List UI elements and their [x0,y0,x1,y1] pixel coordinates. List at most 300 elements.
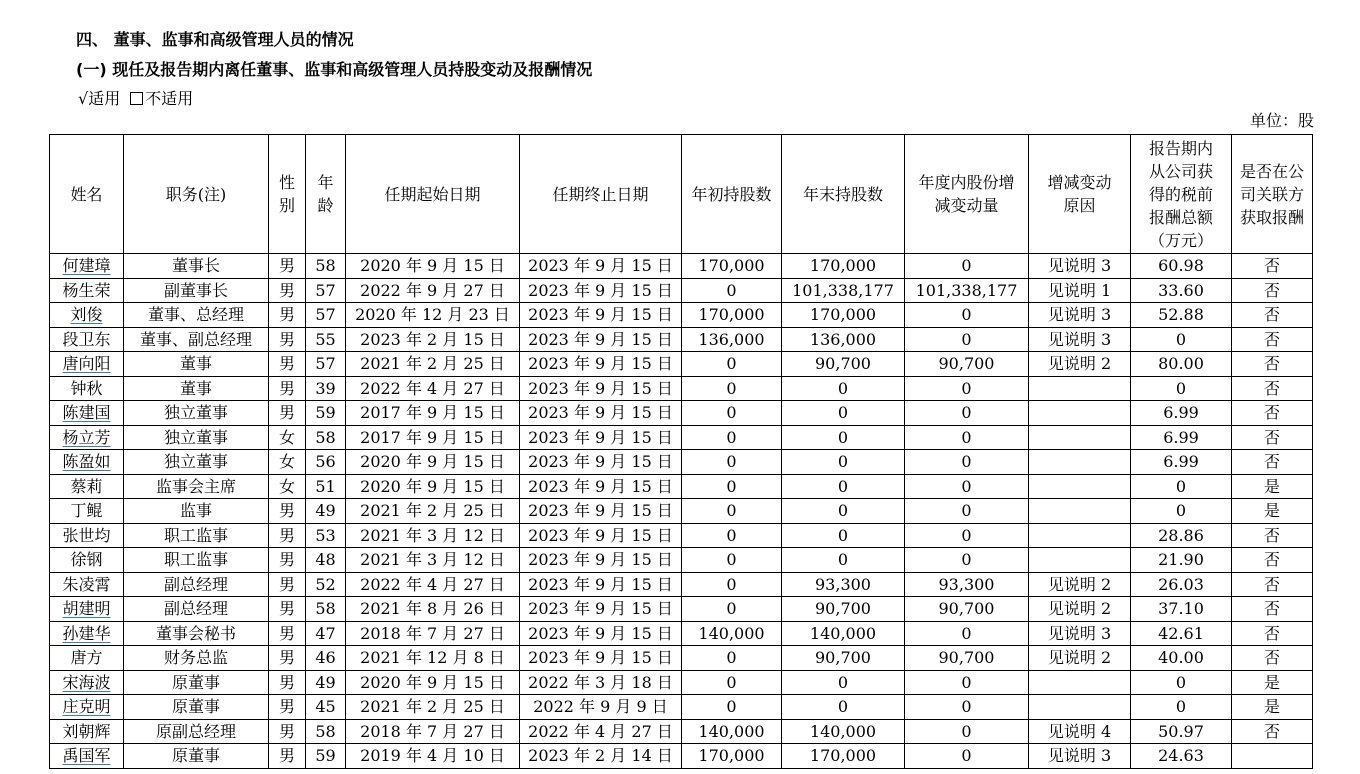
cell-change-reason: 见说明 3 [1029,744,1131,769]
cell-position: 董事 [124,352,269,377]
cell-term-end: 2023 年 9 月 15 日 [520,621,682,646]
cell-term-start: 2021 年 3 月 12 日 [346,523,520,548]
cell-term-start: 2021 年 12 月 8 日 [346,646,520,671]
cell-shares-begin: 0 [682,352,782,377]
person-name: 杨生荣 [62,280,111,300]
header-position: 职务(注) [124,135,269,254]
person-name: 陈盈如 [62,452,111,472]
header-shares-change: 年度内股份增减变动量 [905,135,1029,254]
cell-age: 46 [306,646,346,671]
cell-change-reason [1029,474,1131,499]
cell-age: 57 [306,303,346,328]
cell-related-party-pay [1232,744,1313,769]
cell-related-party-pay: 是 [1232,670,1313,695]
cell-compensation: 0 [1131,474,1232,499]
cell-gender: 男 [269,376,306,401]
cell-term-end: 2022 年 9 月 9 日 [520,695,682,720]
table-row [50,646,1313,671]
cell-shares-end: 136,000 [782,327,905,352]
cell-term-start: 2017 年 9 月 15 日 [346,425,520,450]
person-name: 何建璋 [62,256,111,276]
cell-term-end: 2023 年 9 月 15 日 [520,523,682,548]
cell-shares-end: 0 [782,548,905,573]
cell-age: 56 [306,450,346,475]
cell-name [50,352,124,377]
cell-age: 57 [306,352,346,377]
cell-age: 49 [306,499,346,524]
cell-gender: 女 [269,425,306,450]
cell-name [50,376,124,401]
cell-position: 监事 [124,499,269,524]
person-name: 刘俊 [70,305,103,325]
header-compensation: 报告期内从公司获得的税前报酬总额（万元） [1131,135,1232,254]
cell-shares-end: 0 [782,376,905,401]
cell-compensation: 0 [1131,695,1232,720]
cell-term-end: 2023 年 9 月 15 日 [520,254,682,279]
table-row [50,376,1313,401]
person-name: 段卫东 [62,329,111,349]
cell-term-end: 2023 年 9 月 15 日 [520,376,682,401]
cell-shares-begin: 140,000 [682,719,782,744]
cell-term-end: 2023 年 9 月 15 日 [520,425,682,450]
cell-position: 原董事 [124,670,269,695]
cell-change-reason: 见说明 2 [1029,352,1131,377]
cell-shares-change: 0 [905,695,1029,720]
cell-shares-change: 0 [905,621,1029,646]
cell-age: 57 [306,278,346,303]
cell-gender: 男 [269,670,306,695]
cell-position: 副总经理 [124,572,269,597]
cell-shares-begin: 0 [682,548,782,573]
cell-term-end: 2023 年 9 月 15 日 [520,450,682,475]
table-row [50,499,1313,524]
cell-name [50,572,124,597]
cell-gender: 女 [269,474,306,499]
person-name: 胡建明 [62,599,111,619]
cell-change-reason [1029,425,1131,450]
cell-age: 55 [306,327,346,352]
cell-compensation: 0 [1131,327,1232,352]
cell-term-start: 2021 年 2 月 25 日 [346,499,520,524]
table-row [50,548,1313,573]
cell-shares-end: 0 [782,401,905,426]
cell-compensation: 6.99 [1131,425,1232,450]
cell-age: 45 [306,695,346,720]
cell-shares-change: 90,700 [905,352,1029,377]
cell-gender: 男 [269,352,306,377]
empty-checkbox-icon [130,92,143,105]
table-row [50,695,1313,720]
cell-term-start: 2022 年 4 月 27 日 [346,376,520,401]
cell-compensation: 6.99 [1131,450,1232,475]
cell-term-end: 2023 年 9 月 15 日 [520,572,682,597]
cell-position: 董事会秘书 [124,621,269,646]
cell-age: 48 [306,548,346,573]
cell-name [50,646,124,671]
cell-shares-begin: 0 [682,597,782,622]
cell-position: 独立董事 [124,425,269,450]
cell-age: 59 [306,744,346,769]
cell-related-party-pay: 否 [1232,278,1313,303]
table-row [50,572,1313,597]
cell-term-start: 2021 年 2 月 25 日 [346,352,520,377]
cell-shares-end: 90,700 [782,646,905,671]
cell-shares-begin: 0 [682,376,782,401]
cell-term-start: 2021 年 3 月 12 日 [346,548,520,573]
person-name: 庄克明 [62,697,111,717]
cell-compensation: 26.03 [1131,572,1232,597]
person-name: 禹国军 [62,746,111,766]
cell-position: 独立董事 [124,450,269,475]
cell-age: 51 [306,474,346,499]
person-name: 刘朝辉 [62,721,111,741]
cell-name [50,425,124,450]
cell-compensation: 0 [1131,670,1232,695]
header-name: 姓名 [50,135,124,254]
cell-shares-end: 0 [782,695,905,720]
cell-age: 39 [306,376,346,401]
cell-shares-begin: 0 [682,425,782,450]
cell-gender: 男 [269,523,306,548]
cell-compensation: 60.98 [1131,254,1232,279]
cell-name [50,523,124,548]
table-row [50,401,1313,426]
cell-name [50,254,124,279]
cell-shares-begin: 170,000 [682,303,782,328]
cell-shares-change: 0 [905,499,1029,524]
cell-shares-begin: 0 [682,670,782,695]
cell-related-party-pay: 否 [1232,719,1313,744]
person-name: 钟秋 [70,378,103,398]
table-row [50,523,1313,548]
cell-name [50,719,124,744]
cell-position: 董事、副总经理 [124,327,269,352]
cell-shares-begin: 0 [682,523,782,548]
header-term-start: 任期起始日期 [346,135,520,254]
cell-compensation: 37.10 [1131,597,1232,622]
cell-position: 副总经理 [124,597,269,622]
table-row [50,450,1313,475]
cell-change-reason [1029,401,1131,426]
cell-shares-end: 90,700 [782,597,905,622]
person-name: 杨立芳 [62,427,111,447]
person-name: 陈建国 [62,403,111,423]
table-row [50,744,1313,769]
cell-shares-begin: 0 [682,572,782,597]
cell-shares-change: 0 [905,548,1029,573]
cell-gender: 男 [269,278,306,303]
cell-age: 53 [306,523,346,548]
cell-change-reason: 见说明 3 [1029,303,1131,328]
cell-shares-begin: 0 [682,401,782,426]
person-name: 唐向阳 [62,354,111,374]
cell-change-reason [1029,450,1131,475]
cell-term-end: 2023 年 9 月 15 日 [520,401,682,426]
cell-shares-end: 93,300 [782,572,905,597]
cell-name [50,548,124,573]
cell-compensation: 52.88 [1131,303,1232,328]
header-related-party-pay: 是否在公司关联方获取报酬 [1232,135,1313,254]
table-row [50,474,1313,499]
cell-change-reason [1029,499,1131,524]
cell-age: 58 [306,719,346,744]
cell-compensation: 0 [1131,376,1232,401]
cell-shares-change: 0 [905,523,1029,548]
cell-change-reason: 见说明 1 [1029,278,1131,303]
cell-position: 董事长 [124,254,269,279]
cell-related-party-pay: 否 [1232,621,1313,646]
cell-name [50,327,124,352]
table-row [50,719,1313,744]
cell-term-start: 2021 年 2 月 25 日 [346,695,520,720]
cell-shares-change: 0 [905,327,1029,352]
cell-related-party-pay: 否 [1232,254,1313,279]
cell-term-start: 2023 年 2 月 15 日 [346,327,520,352]
cell-shares-end: 101,338,177 [782,278,905,303]
cell-name [50,401,124,426]
cell-compensation: 33.60 [1131,278,1232,303]
person-name: 蔡莉 [70,476,103,496]
cell-shares-end: 0 [782,523,905,548]
cell-term-end: 2023 年 9 月 15 日 [520,327,682,352]
cell-related-party-pay: 否 [1232,646,1313,671]
person-name: 宋海波 [62,672,111,692]
cell-gender: 男 [269,621,306,646]
cell-shares-begin: 140,000 [682,621,782,646]
applicable-label: 适用 [88,89,121,108]
cell-change-reason: 见说明 2 [1029,646,1131,671]
cell-shares-begin: 0 [682,474,782,499]
header-gender: 性别 [269,135,306,254]
cell-change-reason: 见说明 2 [1029,572,1131,597]
cell-shares-end: 140,000 [782,621,905,646]
cell-term-end: 2023 年 9 月 15 日 [520,352,682,377]
cell-change-reason: 见说明 3 [1029,621,1131,646]
table-row [50,597,1313,622]
cell-position: 独立董事 [124,401,269,426]
cell-gender: 女 [269,450,306,475]
table-row [50,670,1313,695]
cell-gender: 男 [269,646,306,671]
not-applicable-label: 不适用 [145,89,194,108]
cell-shares-change: 0 [905,450,1029,475]
cell-name [50,744,124,769]
person-name: 唐方 [70,648,103,668]
cell-position: 原副总经理 [124,719,269,744]
cell-position: 监事会主席 [124,474,269,499]
cell-term-end: 2023 年 9 月 15 日 [520,548,682,573]
cell-related-party-pay: 否 [1232,523,1313,548]
cell-position: 原董事 [124,744,269,769]
table-row [50,621,1313,646]
cell-compensation: 50.97 [1131,719,1232,744]
cell-age: 47 [306,621,346,646]
cell-age: 49 [306,670,346,695]
cell-term-start: 2020 年 9 月 15 日 [346,474,520,499]
person-name: 丁鲲 [70,501,103,521]
person-name: 张世均 [62,525,111,545]
cell-term-start: 2021 年 8 月 26 日 [346,597,520,622]
table-row [50,254,1313,279]
cell-shares-change: 0 [905,670,1029,695]
cell-related-party-pay: 否 [1232,425,1313,450]
cell-shares-begin: 170,000 [682,744,782,769]
cell-gender: 男 [269,254,306,279]
cell-related-party-pay: 否 [1232,401,1313,426]
cell-related-party-pay: 否 [1232,548,1313,573]
cell-related-party-pay: 否 [1232,597,1313,622]
cell-change-reason: 见说明 3 [1029,254,1131,279]
cell-related-party-pay: 否 [1232,450,1313,475]
cell-shares-change: 90,700 [905,597,1029,622]
cell-shares-change: 101,338,177 [905,278,1029,303]
header-shares-end: 年末持股数 [782,135,905,254]
cell-position: 职工监事 [124,523,269,548]
header-term-end: 任期终止日期 [520,135,682,254]
cell-term-start: 2019 年 4 月 10 日 [346,744,520,769]
cell-gender: 男 [269,695,306,720]
cell-gender: 男 [269,499,306,524]
cell-term-start: 2022 年 4 月 27 日 [346,572,520,597]
cell-compensation: 28.86 [1131,523,1232,548]
cell-name [50,278,124,303]
cell-shares-change: 0 [905,425,1029,450]
cell-term-end: 2023 年 9 月 15 日 [520,278,682,303]
cell-compensation: 24.63 [1131,744,1232,769]
cell-related-party-pay: 否 [1232,327,1313,352]
table-header-row [50,135,1313,254]
person-name: 朱凌霄 [62,574,111,594]
cell-age: 59 [306,401,346,426]
cell-term-end: 2023 年 9 月 15 日 [520,474,682,499]
cell-shares-end: 0 [782,474,905,499]
cell-shares-begin: 0 [682,278,782,303]
table-row [50,303,1313,328]
cell-shares-begin: 0 [682,695,782,720]
cell-shares-end: 0 [782,425,905,450]
cell-name [50,621,124,646]
cell-shares-change: 93,300 [905,572,1029,597]
cell-shares-begin: 170,000 [682,254,782,279]
cell-shares-end: 0 [782,670,905,695]
cell-name [50,450,124,475]
header-change-reason: 增减变动原因 [1029,135,1131,254]
table-row [50,352,1313,377]
cell-shares-end: 90,700 [782,352,905,377]
cell-shares-change: 0 [905,719,1029,744]
cell-term-start: 2022 年 9 月 27 日 [346,278,520,303]
applicability-line [78,86,193,112]
cell-gender: 男 [269,744,306,769]
person-name: 徐钢 [70,550,103,570]
cell-shares-change: 0 [905,254,1029,279]
cell-name [50,670,124,695]
cell-compensation: 42.61 [1131,621,1232,646]
cell-shares-change: 0 [905,303,1029,328]
cell-shares-end: 0 [782,499,905,524]
subsection-heading: (一) 现任及报告期内离任董事、监事和高级管理人员持股变动及报酬情况 [76,60,593,79]
cell-position: 原董事 [124,695,269,720]
cell-compensation: 0 [1131,499,1232,524]
cell-name [50,695,124,720]
cell-gender: 男 [269,572,306,597]
cell-compensation: 21.90 [1131,548,1232,573]
cell-change-reason: 见说明 2 [1029,597,1131,622]
cell-change-reason: 见说明 4 [1029,719,1131,744]
cell-shares-begin: 136,000 [682,327,782,352]
cell-gender: 男 [269,719,306,744]
cell-related-party-pay: 否 [1232,352,1313,377]
cell-change-reason [1029,695,1131,720]
person-name: 孙建华 [62,623,111,643]
cell-shares-begin: 0 [682,450,782,475]
cell-gender: 男 [269,303,306,328]
cell-change-reason [1029,670,1131,695]
header-shares-begin: 年初持股数 [682,135,782,254]
cell-term-start: 2017 年 9 月 15 日 [346,401,520,426]
cell-age: 52 [306,572,346,597]
cell-compensation: 80.00 [1131,352,1232,377]
cell-term-start: 2020 年 9 月 15 日 [346,670,520,695]
cell-gender: 男 [269,548,306,573]
cell-shares-change: 0 [905,376,1029,401]
cell-shares-end: 170,000 [782,254,905,279]
cell-shares-change: 0 [905,474,1029,499]
cell-shares-change: 0 [905,401,1029,426]
unit-label: 单位：股 [1249,111,1314,130]
cell-term-end: 2023 年 9 月 15 日 [520,646,682,671]
cell-related-party-pay: 是 [1232,695,1313,720]
table-row [50,278,1313,303]
check-mark-icon: √ [78,89,89,108]
cell-position: 董事 [124,376,269,401]
cell-name [50,303,124,328]
cell-term-end: 2023 年 9 月 15 日 [520,499,682,524]
cell-compensation: 40.00 [1131,646,1232,671]
cell-change-reason: 见说明 3 [1029,327,1131,352]
shareholding-table [49,134,1313,769]
section-heading: 四、 董事、监事和高级管理人员的情况 [76,30,354,49]
cell-age: 58 [306,597,346,622]
cell-shares-begin: 0 [682,499,782,524]
cell-name [50,474,124,499]
cell-term-start: 2020 年 9 月 15 日 [346,450,520,475]
cell-term-end: 2023 年 9 月 15 日 [520,597,682,622]
cell-change-reason [1029,548,1131,573]
cell-shares-begin: 0 [682,646,782,671]
cell-related-party-pay: 否 [1232,303,1313,328]
cell-shares-change: 0 [905,744,1029,769]
cell-related-party-pay: 是 [1232,499,1313,524]
cell-name [50,597,124,622]
cell-age: 58 [306,425,346,450]
cell-shares-end: 170,000 [782,744,905,769]
cell-shares-change: 90,700 [905,646,1029,671]
cell-position: 财务总监 [124,646,269,671]
cell-compensation: 6.99 [1131,401,1232,426]
cell-change-reason [1029,523,1131,548]
cell-related-party-pay: 是 [1232,474,1313,499]
cell-position: 职工监事 [124,548,269,573]
cell-term-end: 2023 年 9 月 15 日 [520,303,682,328]
cell-term-end: 2022 年 4 月 27 日 [520,719,682,744]
cell-related-party-pay: 否 [1232,572,1313,597]
cell-gender: 男 [269,597,306,622]
table-row [50,327,1313,352]
cell-term-start: 2020 年 9 月 15 日 [346,254,520,279]
cell-term-end: 2023 年 2 月 14 日 [520,744,682,769]
cell-term-start: 2018 年 7 月 27 日 [346,719,520,744]
